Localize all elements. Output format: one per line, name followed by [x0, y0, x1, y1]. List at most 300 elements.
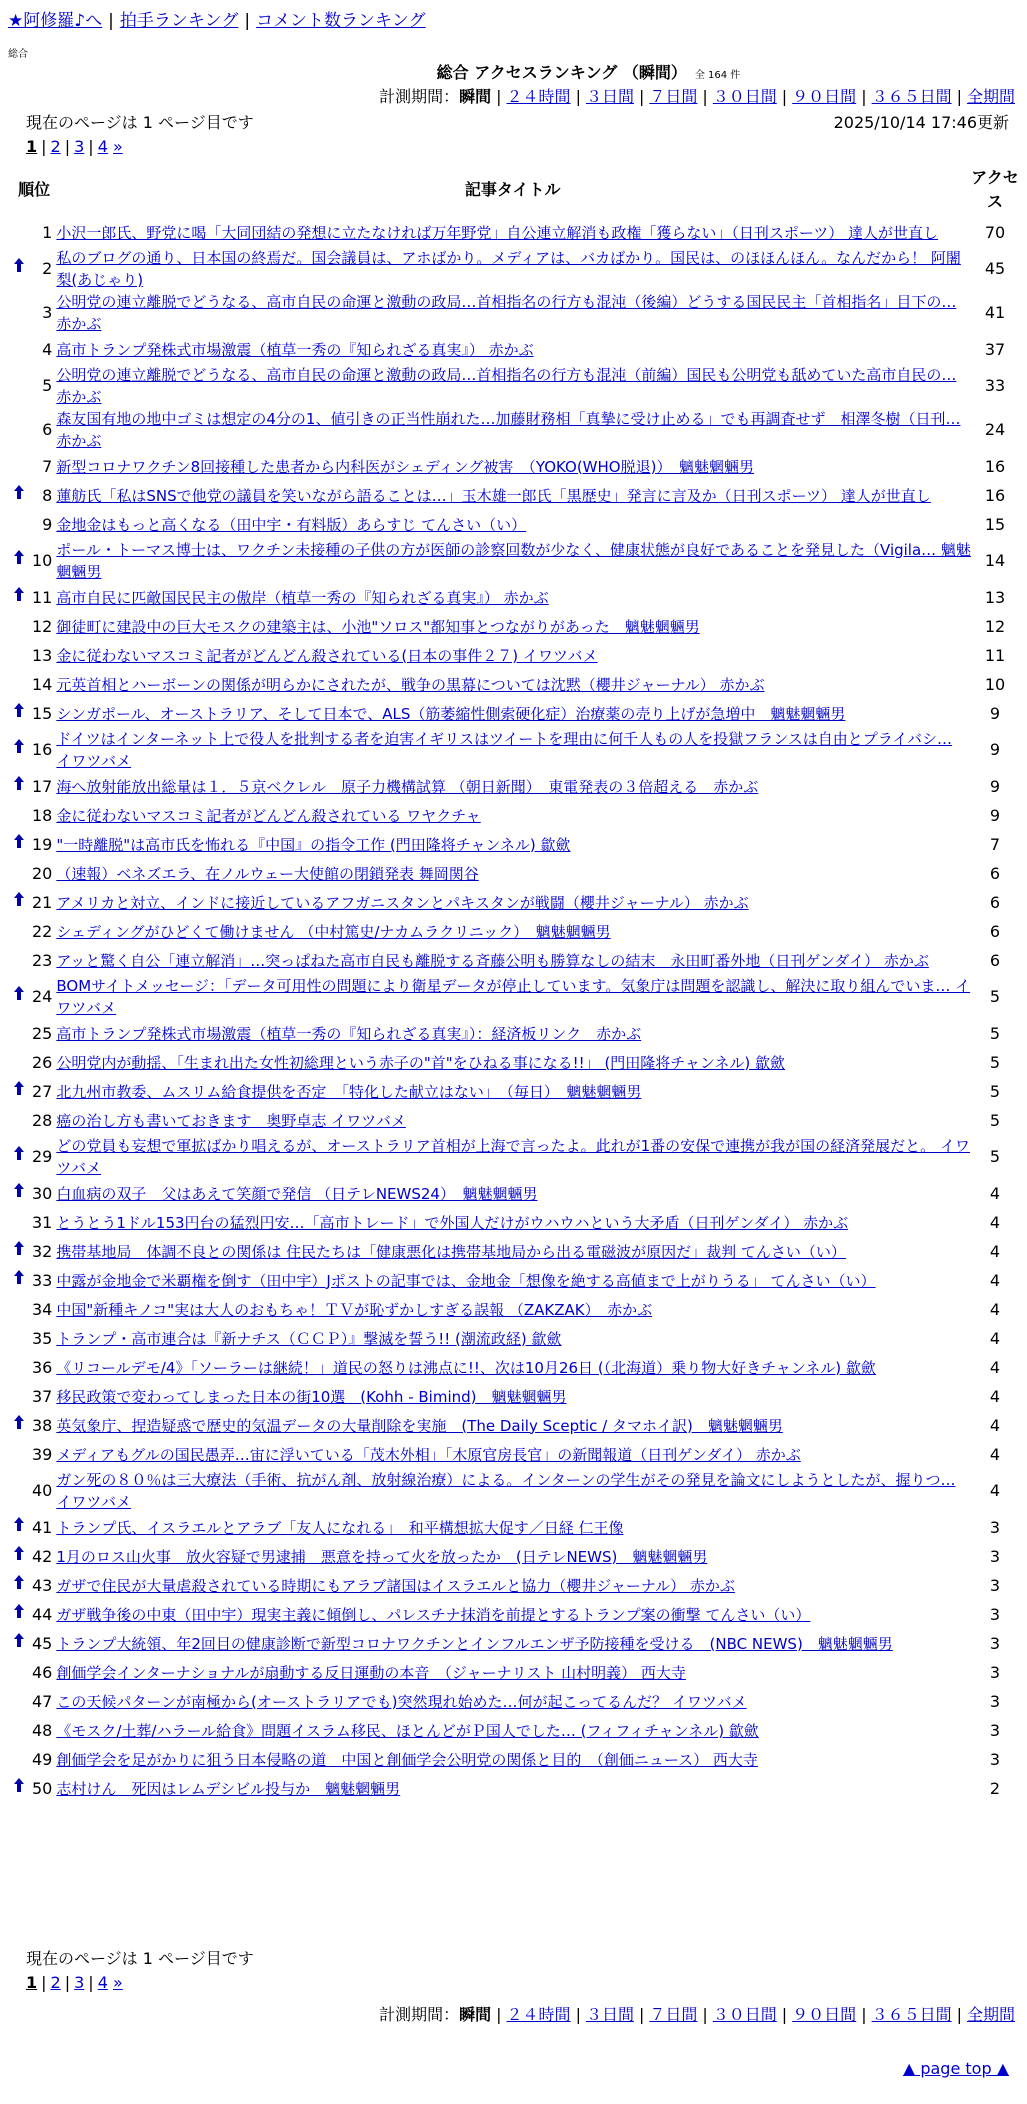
rank-change-cell — [14, 728, 32, 772]
article-title-link[interactable]: ポール・トーマス博士は、ワクチン未接種の子供の方が医師の診察回数が少なく、健康状態が良好であることを発見した（Vigila… 魑魅魍魎男 — [56, 541, 971, 581]
rank-number: 21 — [32, 892, 53, 912]
rank-change-cell — [14, 1266, 32, 1295]
article-title-cell — [54, 291, 971, 335]
up-arrow-icon — [14, 1415, 24, 1429]
table-row — [14, 1469, 1019, 1513]
table-row — [14, 946, 1019, 975]
access-count: 5 — [989, 1081, 1001, 1101]
article-title-link[interactable]: 高市トランプ発株式市場激震（植草一秀の『知られざる真実』）：経済板リンク 赤かぶ — [56, 1024, 642, 1043]
article-title-link[interactable]: 蓮舫氏「私はSNSで他党の議員を笑いながら語ることは…」玉木雄一郎氏「黒歴史」発言に言及か（日刊スポーツ） 達人が世直し — [56, 486, 931, 505]
period-option-link[interactable]: ７日間 — [649, 2005, 698, 2024]
access-count: 9 — [989, 805, 1001, 825]
period-selector-top — [379, 86, 1015, 108]
article-title-link[interactable]: 中露が金地金で米覇権を倒す（田中宇）Jポストの記事では、金地金「想像を絶する高値まで上がりうる」 てんさい（い） — [56, 1271, 876, 1290]
rank-change-cell — [14, 1600, 32, 1629]
rank-change-cell — [14, 1324, 32, 1353]
article-title-cell — [54, 1237, 971, 1266]
article-title-cell — [54, 612, 971, 641]
pager-page-link[interactable]: 2 — [50, 1973, 61, 1992]
article-title-link[interactable]: アッと驚く自公「連立解消」…突っぱねた高市自民も離脱する斉藤公明も勝算なしの結末 永田町番外地（日刊ゲンダイ） 赤かぶ — [56, 951, 929, 970]
article-title-link[interactable]: 《モスク/土葬/ハラール給食》問題イスラム移民、ほとんどがＰ国人でした… (フィフィチャンネル) 歙歛 — [56, 1721, 759, 1740]
access-count: 6 — [989, 892, 1001, 912]
applause-ranking-link[interactable]: 拍手ランキング — [119, 11, 239, 31]
article-title-link[interactable]: 公明党内が動揺、「生まれ出た女性初総理という赤子の"首"をひねる事になる!!」 (門田隆将チャンネル) 歙歛 — [56, 1053, 786, 1072]
rank-number: 44 — [32, 1604, 53, 1624]
rank-change-cell — [14, 975, 32, 1019]
rank-number: 49 — [32, 1749, 53, 1769]
rank-number: 32 — [32, 1241, 53, 1261]
rank-number: 23 — [32, 950, 53, 970]
rank-change-cell — [14, 539, 32, 583]
period-separator: | — [638, 87, 645, 106]
rank-change-cell — [14, 1629, 32, 1658]
access-column-header: アクセス — [971, 168, 1019, 211]
article-title-link[interactable]: 森友国有地の地中ゴミは想定の4分の1、値引きの正当性崩れた…加藤財務相「真摯に受け止める」でも再調査せず 相澤冬樹（日刊… 赤かぶ — [56, 410, 961, 450]
article-title-cell — [54, 1571, 971, 1600]
article-title-link[interactable]: 英気象庁、捏造疑惑で歴史的気温データの大量削除を実施 (The Daily Sceptic / タマホイ訳) 魑魅魍魎男 — [56, 1416, 783, 1435]
article-title-cell — [54, 917, 971, 946]
article-title-cell — [54, 1135, 971, 1179]
up-arrow-icon — [14, 1546, 24, 1560]
period-selector-bottom — [379, 2004, 1015, 2026]
rank-number: 20 — [32, 863, 53, 883]
article-title-cell — [54, 1019, 971, 1048]
access-count: 6 — [989, 863, 1001, 883]
access-count: 5 — [989, 1023, 1001, 1043]
rank-number: 30 — [32, 1183, 53, 1203]
article-title-link[interactable]: 中国"新種キノコ"実は大人のおもちゃ！ＴＶが恥ずかしすぎる誤報 （ZAKZAK） 赤かぶ — [56, 1300, 653, 1319]
rank-change-cell — [14, 1687, 32, 1716]
rank-change-cell — [14, 408, 32, 452]
article-title-cell — [54, 699, 971, 728]
period-separator: | — [496, 2005, 502, 2024]
period-label: 計測期間： — [379, 87, 460, 106]
article-title-link[interactable]: 1月のロス山火事 放火容疑で男逮捕 悪意を持って火を放ったか (日テレNEWS) 魑魅魍魎男 — [56, 1547, 708, 1566]
article-title-link[interactable]: 御徒町に建設中の巨大モスクの建築主は、小池"ソロス"都知事とつながりがあった 魑魅魍魎男 — [56, 617, 700, 636]
article-title-link[interactable]: 創価学会を足がかりに狙う日本侵略の道 中国と創価学会公明党の関係と目的 （創価ニュース） 西大寺 — [56, 1750, 758, 1769]
article-title-cell — [54, 859, 971, 888]
article-title-link[interactable]: 志村けん 死因はレムデシビル投与か 魑魅魍魎男 — [56, 1779, 401, 1798]
article-title-link[interactable]: 公明党の連立離脱でどうなる、高市自民の命運と激動の政局…首相指名の行方も混沌（後編）どうする国民民主「首相指名」目下の… 赤かぶ — [56, 293, 957, 333]
table-row — [14, 801, 1019, 830]
title-column-header: 記事タイトル — [464, 180, 561, 199]
rank-number: 42 — [32, 1546, 53, 1566]
up-arrow-icon — [14, 834, 24, 848]
article-title-cell — [54, 1629, 971, 1658]
rank-number: 50 — [32, 1778, 53, 1798]
article-title-link[interactable]: どの党員も妄想で軍拡ばかり唱えるが、オーストラリア首相が上海で言ったよ。此れが1番の安保で連携が我が国の経済発展だと。 イワツバメ — [56, 1137, 970, 1177]
article-title-link[interactable]: とうとう1ドル153円台の猛烈円安…「高市トレード」で外国人だけがウハウハという大矛盾（日刊ゲンダイ） 赤かぶ — [56, 1213, 849, 1232]
up-arrow-icon — [14, 703, 24, 717]
rank-number: 46 — [32, 1662, 53, 1682]
article-title-link[interactable]: 小沢一郎氏、野党に喝「大同団結の発想に立たなければ万年野党」自公連立解消も政権「獲らない」（日刊スポーツ） 達人が世直し — [56, 223, 939, 242]
pager-next-link[interactable]: » — [112, 1973, 123, 1992]
article-title-link[interactable]: 元英首相とハーボーンの関係が明らかにされたが、戦争の黒幕については沈黙（櫻井ジャーナル） 赤かぶ — [56, 675, 765, 694]
access-count: 4 — [989, 1183, 1001, 1203]
article-title-cell — [54, 1077, 971, 1106]
article-title-cell — [54, 247, 971, 291]
pager-page-link[interactable]: 3 — [74, 1973, 85, 1992]
article-title-cell — [54, 1208, 971, 1237]
rank-number: 19 — [32, 834, 53, 854]
article-title-cell — [54, 539, 971, 583]
table-row — [14, 1440, 1019, 1469]
top-navigation — [8, 10, 1027, 32]
access-count: 5 — [989, 1052, 1001, 1072]
article-title-cell — [54, 1716, 971, 1745]
rank-number: 6 — [42, 420, 53, 439]
article-title-link[interactable]: （速報）ベネズエラ、在ノルウェー大使館の閉鎖発表 舞岡関谷 — [56, 864, 479, 883]
asyura-home-link[interactable]: ★阿修羅♪へ — [8, 11, 103, 31]
access-count: 3 — [989, 1720, 1001, 1740]
article-title-link[interactable]: ガザ戦争後の中東（田中宇）現実主義に傾倒し、パレスチナ抹消を前提とするトランプ案の衝撃 てんさい（い） — [56, 1605, 811, 1624]
rank-change-cell — [14, 1716, 32, 1745]
period-separator: | — [575, 87, 581, 106]
pager-separator: | — [64, 1973, 71, 1992]
article-title-link[interactable]: 移民政策で変わってしまった日本の街10選 (Kohh - Bimind) 魑魅魍魎男 — [56, 1387, 567, 1406]
period-option-link[interactable]: ２４時間 — [506, 87, 571, 106]
period-option-link[interactable]: ３６５日間 — [871, 87, 952, 106]
article-title-cell — [54, 510, 971, 539]
access-count: 10 — [984, 674, 1006, 694]
table-row — [14, 641, 1019, 670]
access-count: 4 — [989, 1415, 1001, 1435]
article-title-link[interactable]: この天候パターンが南極から(オーストラリアでも)突然現れ始めた…何が起こってるんだ？ イワツバメ — [56, 1692, 747, 1711]
table-row — [14, 888, 1019, 917]
article-title-link[interactable]: 公明党の連立離脱でどうなる、高市自民の命運と激動の政局…首相指名の行方も混沌（前編）国民も公明党も舐めていた高市自民の… 赤かぶ — [56, 366, 957, 406]
table-row — [14, 1382, 1019, 1411]
pager-page-link[interactable]: 3 — [74, 137, 85, 156]
table-row — [14, 1600, 1019, 1629]
rank-number: 4 — [42, 339, 53, 359]
period-option-link[interactable]: ９０日間 — [792, 87, 857, 106]
pager-separator: | — [64, 137, 71, 156]
table-row — [14, 1571, 1019, 1600]
article-title-link[interactable]: 金地金はもっと高くなる（田中宇・有料版）あらすじ てんさい（い） — [56, 515, 527, 534]
rank-number: 41 — [32, 1517, 53, 1537]
article-title-cell — [54, 946, 971, 975]
rank-change-cell — [14, 335, 32, 364]
page-title: 総合 アクセスランキング （瞬間） — [436, 63, 687, 82]
article-title-link[interactable]: メディアもグルの国民愚弄…宙に浮いている「茂木外相」「木原官房長官」の新聞報道（日刊ゲンダイ） 赤かぶ — [56, 1445, 801, 1464]
rank-change-cell — [14, 1106, 32, 1135]
table-row — [14, 830, 1019, 859]
table-row — [14, 1658, 1019, 1687]
access-count: 12 — [984, 616, 1006, 636]
article-title-link[interactable]: アメリカと対立、インドに接近しているアフガニスタンとパキスタンが戦闘（櫻井ジャーナル） 赤かぶ — [56, 893, 749, 912]
rank-number: 35 — [32, 1328, 53, 1348]
access-count: 41 — [984, 303, 1006, 322]
table-row — [14, 1629, 1019, 1658]
up-arrow-icon — [14, 1146, 24, 1160]
period-separator: | — [956, 87, 962, 106]
access-count: 3 — [989, 1633, 1001, 1653]
access-count: 16 — [984, 485, 1006, 505]
pager-page-link[interactable]: 4 — [97, 137, 108, 156]
article-title-cell — [54, 670, 971, 699]
rank-change-cell — [14, 452, 32, 481]
rank-change-cell — [14, 1295, 32, 1324]
updated-timestamp: 2025/10/14 17:46更新 — [833, 113, 1009, 132]
article-title-link[interactable]: ガン死の８０％は三大療法（手術、抗がん剤、放射線治療）による。インターンの学生がその発見を論文にしようとしたが、握りつ… イワツバメ — [56, 1471, 956, 1511]
table-row — [14, 510, 1019, 539]
article-title-link[interactable]: トランプ大統領、年2回目の健康診断で新型コロナワクチンとインフルエンザ予防接種を受ける (NBC NEWS) 魑魅魍魎男 — [56, 1634, 893, 1653]
rank-number: 25 — [32, 1023, 53, 1043]
rank-number: 16 — [32, 740, 53, 759]
period-option-link[interactable]: ３日間 — [585, 87, 634, 106]
period-separator: | — [861, 2005, 867, 2024]
up-arrow-icon — [14, 1517, 24, 1531]
access-count: 4 — [989, 1212, 1001, 1232]
period-option-link[interactable]: ３０日間 — [712, 87, 777, 106]
article-title-link[interactable]: 金に従わないマスコミ記者がどんどん殺されている ワヤクチャ — [56, 806, 481, 825]
access-count: 5 — [989, 1147, 1001, 1166]
page — [0, 0, 1027, 66]
rank-change-cell — [14, 364, 32, 408]
access-count: 3 — [989, 1546, 1001, 1566]
up-arrow-icon — [14, 1604, 24, 1618]
article-title-cell — [54, 1324, 971, 1353]
article-title-link[interactable]: シェディングがひどくて働けません （中村篤史/ナカムラクリニック） 魑魅魍魎男 — [56, 922, 611, 941]
article-title-cell — [54, 1469, 971, 1513]
up-arrow-icon — [14, 258, 24, 272]
table-row — [14, 1687, 1019, 1716]
access-count: 5 — [989, 987, 1001, 1006]
rank-change-cell — [14, 917, 32, 946]
table-row — [14, 539, 1019, 583]
access-count: 6 — [989, 950, 1001, 970]
article-title-cell — [54, 1179, 971, 1208]
period-separator: | — [956, 2005, 962, 2024]
article-title-link[interactable]: トランプ氏、イスラエルとアラブ「友人になれる」 和平構想拡大促す／日経 仁王像 — [56, 1518, 624, 1537]
table-row — [14, 1716, 1019, 1745]
rank-number: 8 — [42, 485, 53, 505]
period-separator: | — [861, 87, 867, 106]
access-count: 4 — [989, 1328, 1001, 1348]
article-title-link[interactable]: 私のブログの通り、日本国の終焉だ。国会議員は、アホばかり。メディアは、バカばかり。国民は、のほほんほん。なんだから！ 阿闍梨(あじゃり) — [56, 249, 961, 289]
rank-change-cell — [14, 1353, 32, 1382]
table-row — [14, 975, 1019, 1019]
rank-change-cell — [14, 583, 32, 612]
period-option-link[interactable]: ２４時間 — [506, 2005, 571, 2024]
rank-number: 47 — [32, 1691, 53, 1711]
period-option-link[interactable]: ９０日間 — [792, 2005, 857, 2024]
comment-ranking-link[interactable]: コメント数ランキング — [256, 11, 426, 31]
up-arrow-icon — [14, 550, 24, 564]
table-row — [14, 408, 1019, 452]
rank-number: 13 — [32, 645, 53, 665]
article-title-cell — [54, 481, 971, 510]
period-option-link[interactable]: ７日間 — [649, 87, 698, 106]
article-title-link[interactable]: ドイツはインターネット上で役人を批判する者を迫害イギリスはツイートを理由に何千人もの人を投獄フランスは自由とプライバシ… イワツバメ — [56, 730, 953, 770]
article-title-cell — [54, 452, 971, 481]
period-separator: | — [575, 2005, 581, 2024]
rank-number: 34 — [32, 1299, 53, 1319]
rank-change-cell — [14, 1440, 32, 1469]
nav-separator: | — [108, 11, 114, 31]
access-count: 4 — [989, 1270, 1001, 1290]
table-row — [14, 335, 1019, 364]
article-title-cell — [54, 1513, 971, 1542]
table-row — [14, 1513, 1019, 1542]
article-title-link[interactable]: "一時離脱"は高市氏を怖れる『中国』の指令工作 (門田隆将チャンネル) 歙歛 — [56, 835, 571, 854]
table-row — [14, 1353, 1019, 1382]
up-arrow-icon — [14, 776, 24, 790]
article-title-link[interactable]: 創価学会インターナショナルが扇動する反日運動の本音 （ジャーナリスト 山村明義） 西大寺 — [56, 1663, 686, 1682]
rank-change-cell — [14, 1513, 32, 1542]
article-title-link[interactable]: 白血病の双子 父はあえて笑顔で発信 （日テレNEWS24） 魑魅魍魎男 — [56, 1184, 538, 1203]
rank-number: 48 — [32, 1720, 53, 1740]
access-count: 4 — [989, 1241, 1001, 1261]
rank-change-cell — [14, 1745, 32, 1774]
period-option-link[interactable]: ３日間 — [585, 2005, 634, 2024]
table-row — [14, 699, 1019, 728]
table-row — [14, 1019, 1019, 1048]
access-count: 13 — [984, 587, 1006, 607]
table-header-row — [14, 162, 1019, 218]
article-title-cell — [54, 1600, 971, 1629]
rank-change-cell — [14, 888, 32, 917]
rank-change-cell — [14, 1542, 32, 1571]
article-title-link[interactable]: 新型コロナワクチン8回接種した患者から内科医がシェディング被害 （YOKO(WHO脱退)） 魑魅魍魎男 — [56, 457, 754, 476]
article-title-link[interactable]: 海へ放射能放出総量は１．５京ベクレル 原子力機構試算 （朝日新聞） 東電発表の３倍超える 赤かぶ — [56, 777, 759, 796]
article-title-link[interactable]: シンガポール、オーストラリア、そして日本で、ALS（筋萎縮性側索硬化症）治療薬の売り上げが急増中 魑魅魍魎男 — [56, 704, 846, 723]
article-title-link[interactable]: ガザで住民が大量虐殺されている時期にもアラブ諸国はイスラエルと協力（櫻井ジャーナル） 赤かぶ — [56, 1576, 735, 1595]
rank-number: 12 — [32, 616, 53, 636]
rank-column-header: 順位 — [18, 180, 51, 199]
article-title-link[interactable]: トランプ・高市連合は『新ナチス（ＣＣＰ）』撃滅を誓う!! (潮流政経) 歙歛 — [56, 1329, 562, 1348]
access-count: 33 — [984, 376, 1006, 395]
rank-number: 22 — [32, 921, 53, 941]
table-row — [14, 291, 1019, 335]
table-row — [14, 1135, 1019, 1179]
article-title-cell — [54, 1687, 971, 1716]
rank-change-cell — [14, 1571, 32, 1600]
table-row — [14, 481, 1019, 510]
rank-number: 33 — [32, 1270, 53, 1290]
period-separator: | — [496, 87, 502, 106]
table-row — [14, 452, 1019, 481]
up-arrow-icon — [14, 1270, 24, 1284]
article-title-cell — [54, 1411, 971, 1440]
article-title-cell — [54, 1745, 971, 1774]
access-count: 45 — [984, 259, 1006, 278]
article-title-cell — [54, 1440, 971, 1469]
article-title-link[interactable]: 携帯基地局 体調不良との関係は 住民たちは「健康悪化は携帯基地局から出る電磁波が原因だ」裁判 てんさい（い） — [56, 1242, 846, 1261]
rank-number: 14 — [32, 674, 53, 694]
article-title-link[interactable]: 高市トランプ発株式市場激震（植草一秀の『知られざる真実』） 赤かぶ — [56, 340, 534, 359]
table-row — [14, 1774, 1019, 1803]
rank-number: 40 — [32, 1481, 53, 1500]
rank-change-cell — [14, 801, 32, 830]
period-current: 瞬間 — [459, 87, 492, 106]
article-title-cell — [54, 364, 971, 408]
article-title-cell — [54, 801, 971, 830]
access-count: 4 — [989, 1299, 1001, 1319]
pager-separator: | — [88, 137, 94, 156]
period-option-link[interactable]: 全期間 — [966, 87, 1015, 106]
rank-change-cell — [14, 1135, 32, 1179]
access-count: 70 — [984, 222, 1006, 242]
article-title-link[interactable]: 高市自民に匹敵国民民主の傲岸（植草一秀の『知られざる真実』） 赤かぶ — [56, 588, 549, 607]
article-title-link[interactable]: 金に従わないマスコミ記者がどんどん殺されている(日本の事件２７) イワツバメ — [56, 646, 598, 665]
table-row — [14, 1179, 1019, 1208]
rank-number: 7 — [42, 456, 53, 476]
rank-number: 27 — [32, 1081, 53, 1101]
rank-number: 5 — [42, 376, 53, 395]
access-count: 37 — [984, 339, 1006, 359]
article-title-link[interactable]: 北九州市教委、ムスリム給食提供を否定 「特化した献立はない」 （毎日） 魑魅魍魎男 — [56, 1082, 642, 1101]
rank-number: 15 — [32, 703, 53, 723]
rank-change-cell — [14, 1469, 32, 1513]
period-option-link[interactable]: 全期間 — [966, 2005, 1015, 2024]
rank-change-cell — [14, 830, 32, 859]
article-title-cell — [54, 1295, 971, 1324]
category-tag: 総合 — [8, 49, 28, 60]
table-row — [14, 247, 1019, 291]
rank-number: 37 — [32, 1386, 53, 1406]
article-title-cell — [54, 1266, 971, 1295]
access-count: 2 — [989, 1778, 1001, 1798]
rank-change-cell — [14, 1179, 32, 1208]
article-title-link[interactable]: 《リコールデモ/4》「ソーラーは継続！」道民の怒りは沸点に!!、次は10月26日 (（北海道）乗り物大好きチャンネル) 歙歛 — [56, 1358, 876, 1377]
article-title-cell — [54, 1353, 971, 1382]
table-row — [14, 1106, 1019, 1135]
rank-number: 18 — [32, 805, 53, 825]
article-title-cell — [54, 728, 971, 772]
rank-change-cell — [14, 247, 32, 291]
access-count: 11 — [984, 645, 1006, 665]
period-separator: | — [702, 87, 708, 106]
page-top-link[interactable]: ▲ page top ▲ — [902, 2059, 1009, 2078]
rank-change-cell — [14, 1019, 32, 1048]
table-row — [14, 728, 1019, 772]
rank-change-cell — [14, 218, 32, 247]
pager-top — [26, 136, 123, 158]
article-title-cell — [54, 641, 971, 670]
article-title-link[interactable]: 癌の治し方も書いておきます 奥野卓志 イワツバメ — [56, 1111, 406, 1130]
access-count: 9 — [989, 740, 1001, 759]
article-title-link[interactable]: BOMサイトメッセージ：「データ可用性の問題により衛星データが停止しています。気象庁は問題を認識し、解決に取り組んでいま… イワツバメ — [56, 977, 971, 1017]
rank-change-cell — [14, 772, 32, 801]
pager-current-page[interactable]: 1 — [26, 1973, 38, 1992]
rank-number: 45 — [32, 1633, 53, 1653]
up-arrow-icon — [14, 1183, 24, 1197]
pager-current-page[interactable]: 1 — [26, 137, 38, 156]
article-title-cell — [54, 1048, 971, 1077]
rank-number: 3 — [42, 303, 53, 322]
ranking-table — [14, 162, 1019, 1803]
rank-change-cell — [14, 1208, 32, 1237]
rank-change-cell — [14, 510, 32, 539]
access-count: 5 — [989, 1110, 1001, 1130]
period-option-link[interactable]: ３０日間 — [712, 2005, 777, 2024]
article-title-cell — [54, 1542, 971, 1571]
pager-page-link[interactable]: 4 — [97, 1973, 108, 1992]
pager-page-link[interactable]: 2 — [50, 137, 61, 156]
period-option-link[interactable]: ３６５日間 — [871, 2005, 952, 2024]
pager-next-link[interactable]: » — [112, 137, 123, 156]
up-arrow-icon — [14, 1633, 24, 1647]
access-count: 3 — [989, 1662, 1001, 1682]
access-count: 3 — [989, 1575, 1001, 1595]
period-separator: | — [781, 2005, 788, 2024]
up-arrow-icon — [14, 1241, 24, 1255]
table-row — [14, 218, 1019, 247]
up-arrow-icon — [14, 1778, 24, 1792]
rank-change-cell — [14, 1411, 32, 1440]
access-count: 3 — [989, 1749, 1001, 1769]
